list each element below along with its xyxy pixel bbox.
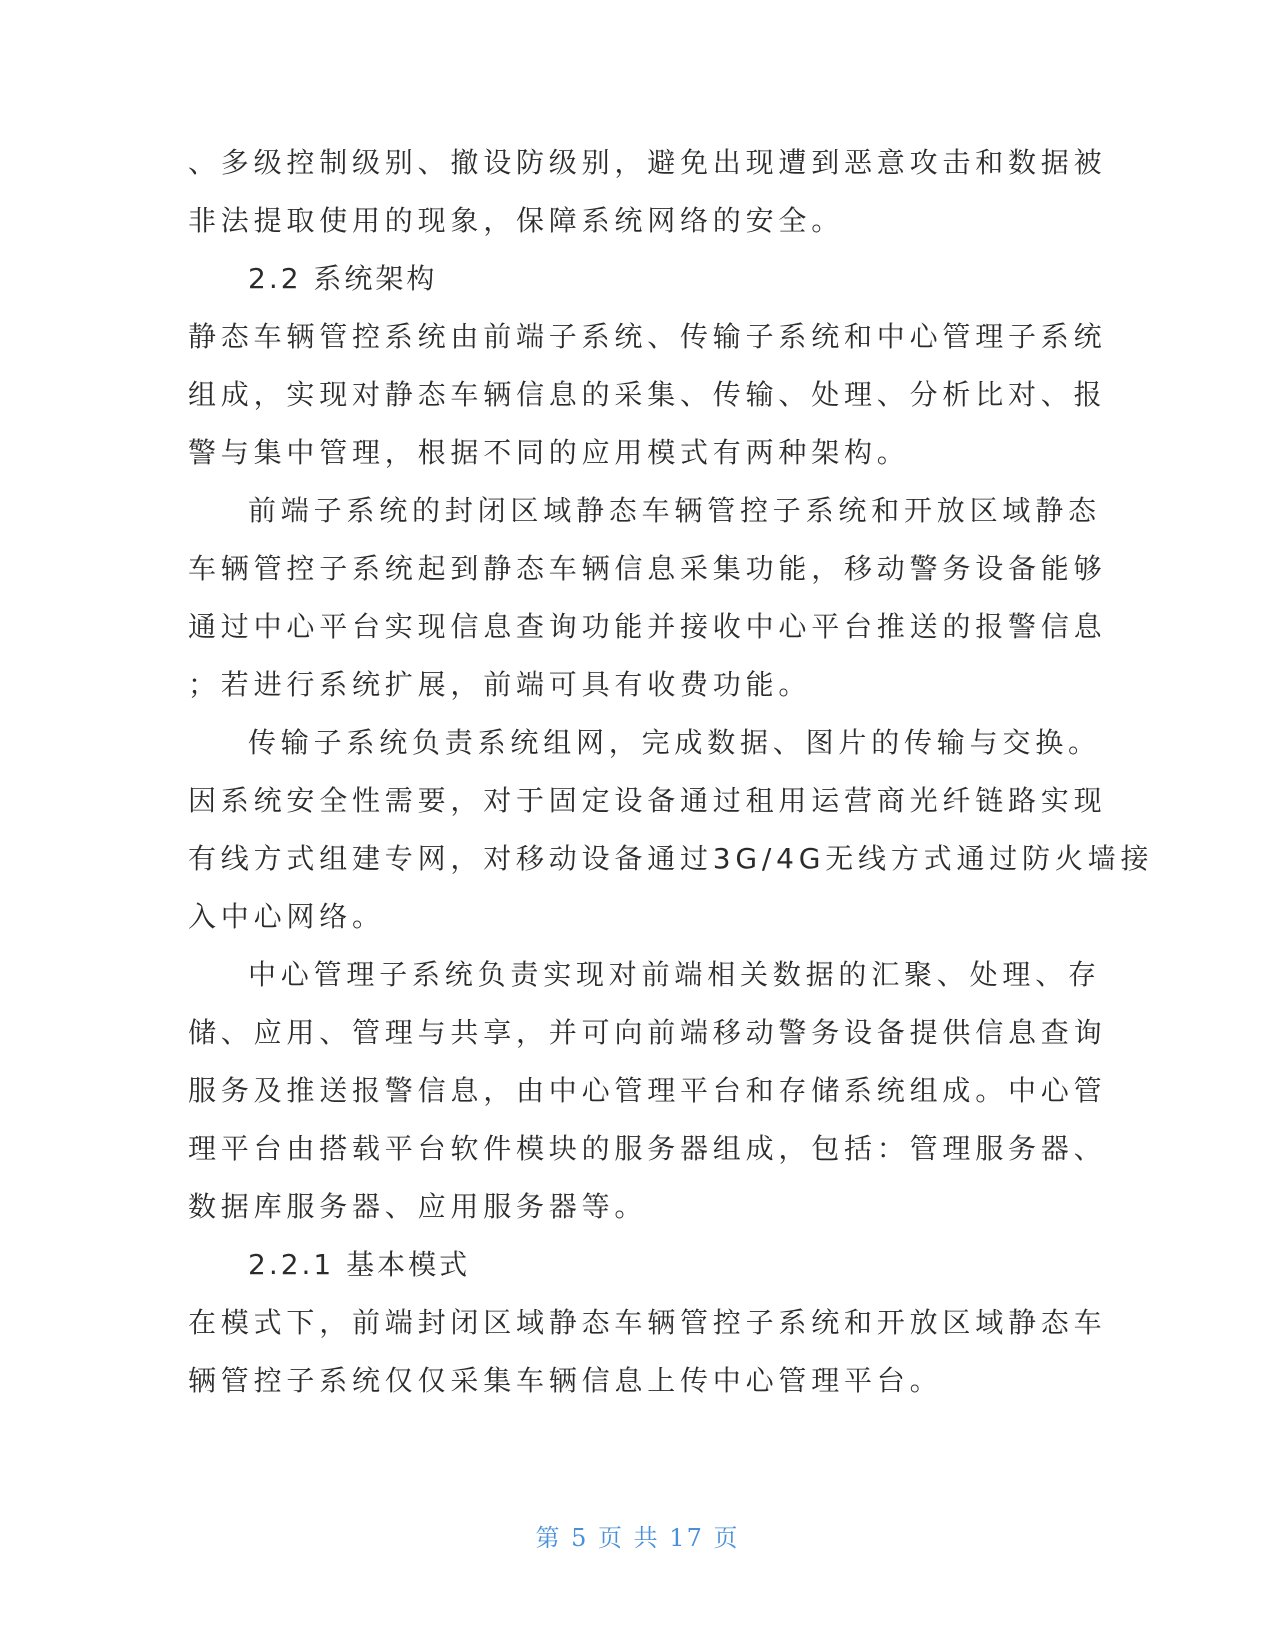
body-text-line: 通过中心平台实现信息查询功能并接收中心平台推送的报警信息 [188,610,1107,643]
body-text-line: 服务及推送报警信息，由中心管理平台和存储系统组成。中心管 [188,1074,1107,1107]
body-text-line: 组成，实现对静态车辆信息的采集、传输、处理、分析比对、报 [188,378,1107,411]
body-text-line: 在模式下，前端封闭区域静态车辆管控子系统和开放区域静态车 [188,1306,1107,1339]
page-number-footer: 第 5 页 共 17 页 [535,1524,740,1552]
body-text-line: 静态车辆管控系统由前端子系统、传输子系统和中心管理子系统 [188,320,1107,353]
body-text-line: 辆管控子系统仅仅采集车辆信息上传中心管理平台。 [188,1364,943,1397]
paragraph-first-line: 前端子系统的封闭区域静态车辆管控子系统和开放区域静态 [248,494,1101,527]
paragraph-first-line: 传输子系统负责系统组网，完成数据、图片的传输与交换。 [248,726,1101,759]
body-text-line: 警与集中管理，根据不同的应用模式有两种架构。 [188,436,910,469]
body-text-line: ；若进行系统扩展，前端可具有收费功能。 [188,668,812,701]
section-heading-2-2: 2.2 系统架构 [248,262,438,295]
body-text-line: 储、应用、管理与共享，并可向前端移动警务设备提供信息查询 [188,1016,1107,1049]
body-text-line: 、多级控制级别、撤设防级别，避免出现遭到恶意攻击和数据被 [188,146,1107,179]
body-text-line: 理平台由搭载平台软件模块的服务器组成，包括：管理服务器、 [188,1132,1107,1165]
body-text-line: 因系统安全性需要，对于固定设备通过租用运营商光纤链路实现 [188,784,1107,817]
body-text-line: 有线方式组建专网，对移动设备通过3G/4G无线方式通过防火墙接 [188,842,1154,875]
body-text-line: 车辆管控子系统起到静态车辆信息采集功能，移动警务设备能够 [188,552,1107,585]
body-text-line: 数据库服务器、应用服务器等。 [188,1190,648,1223]
body-text-line: 非法提取使用的现象，保障系统网络的安全。 [188,204,845,237]
body-text-line: 入中心网络。 [188,900,385,933]
paragraph-first-line: 中心管理子系统负责实现对前端相关数据的汇聚、处理、存 [248,958,1101,991]
section-heading-2-2-1: 2.2.1 基本模式 [248,1248,471,1281]
